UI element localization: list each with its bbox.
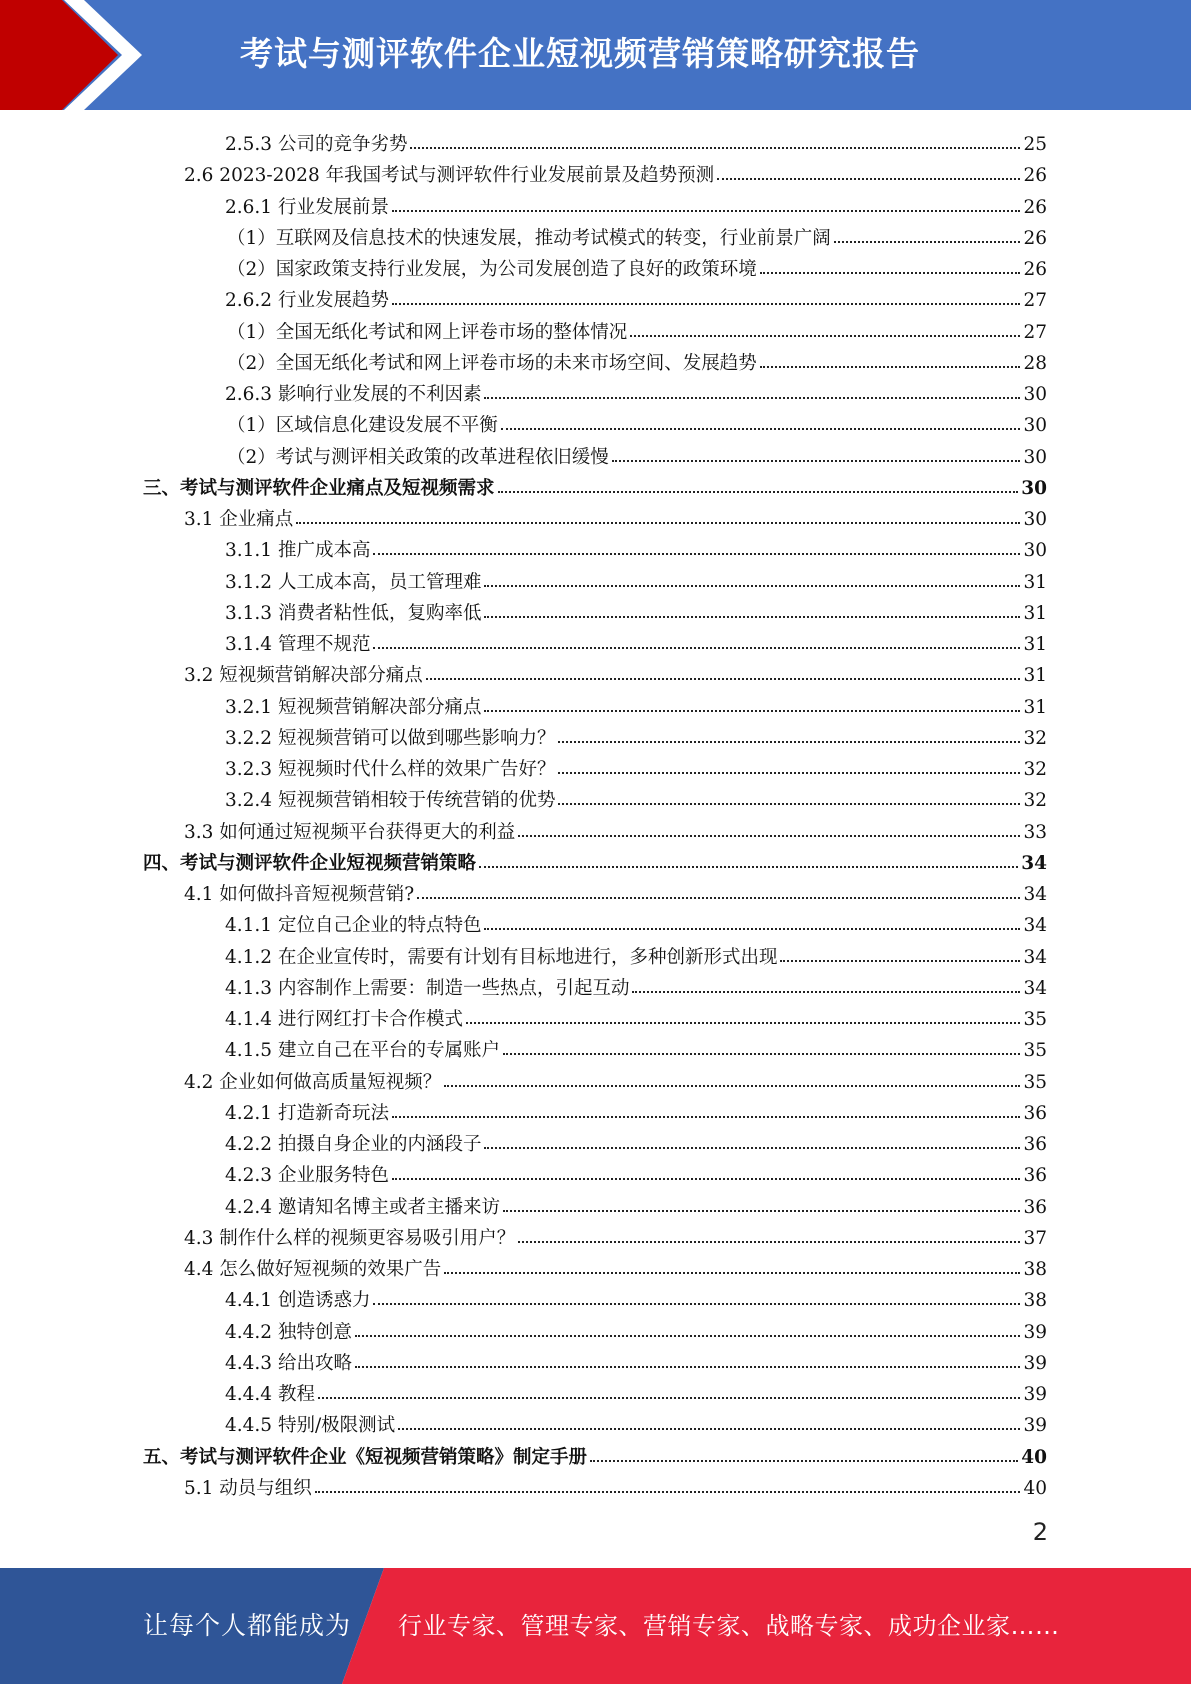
toc-entry-row[interactable] <box>225 972 1047 1003</box>
toc-entry-page-number: 34 <box>1021 852 1047 874</box>
toc-dot-leader <box>373 1283 1020 1305</box>
toc-entry-page-number: 36 <box>1023 1165 1047 1187</box>
toc-entry-label: 2.6 2023-2028 年我国考试与测评软件行业发展前景及趋势预测 <box>184 165 715 187</box>
toc-dot-leader <box>498 471 1019 493</box>
toc-dot-leader <box>484 908 1020 930</box>
toc-dot-leader <box>373 533 1020 555</box>
toc-entry-page-number: 25 <box>1023 134 1047 155</box>
toc-entry-row[interactable] <box>225 1128 1047 1159</box>
toc-dot-leader <box>426 658 1021 680</box>
toc-entry-page-number: 30 <box>1023 384 1047 405</box>
toc-entry-row[interactable] <box>225 1409 1047 1440</box>
toc-entry-row[interactable] <box>225 1097 1047 1128</box>
toc-entry-label: 4.4.4 教程 <box>225 1384 315 1405</box>
toc-entry-page-number: 34 <box>1023 915 1047 937</box>
toc-dot-leader <box>558 752 1020 774</box>
toc-entry-label: 3.3 如何通过短视频平台获得更大的利益 <box>184 821 516 843</box>
toc-entry-label: 4.4.3 给出攻略 <box>225 1352 352 1374</box>
toc-entry-page-number: 36 <box>1023 1102 1047 1124</box>
toc-entry-page-number: 36 <box>1023 1134 1047 1155</box>
toc-dot-leader <box>503 1190 1020 1212</box>
toc-entry-row[interactable] <box>227 347 1047 378</box>
toc-entry-label: 3.1.4 管理不规范 <box>225 634 371 655</box>
toc-entry-page-number: 39 <box>1023 1352 1047 1374</box>
toc-entry-row[interactable] <box>225 628 1047 659</box>
toc-dot-leader <box>315 1471 1021 1493</box>
toc-entry-row[interactable] <box>184 1222 1047 1253</box>
toc-entry-row[interactable] <box>184 878 1047 909</box>
toc-entry-label: 2.6.2 行业发展趋势 <box>225 290 389 312</box>
toc-entry-page-number: 30 <box>1023 540 1047 562</box>
toc-entry-row[interactable] <box>184 1472 1047 1503</box>
toc-entry-row[interactable] <box>225 597 1047 628</box>
toc-dot-leader <box>760 346 1021 368</box>
toc-entry-row[interactable] <box>227 409 1047 440</box>
toc-dot-leader <box>612 440 1021 462</box>
toc-entry-page-number: 37 <box>1023 1227 1047 1249</box>
toc-entry-label: 4.4.1 创造诱惑力 <box>225 1290 371 1312</box>
toc-entry-row[interactable] <box>225 1003 1047 1034</box>
toc-entry-label: 3.2 短视频营销解决部分痛点 <box>184 665 423 687</box>
toc-dot-leader <box>392 1096 1020 1118</box>
toc-entry-row[interactable] <box>225 1316 1047 1347</box>
toc-entry-row[interactable] <box>225 1284 1047 1315</box>
toc-entry-page-number: 32 <box>1023 790 1047 812</box>
toc-entry-page-number: 38 <box>1023 1259 1047 1280</box>
toc-entry-label: （2）国家政策支持行业发展，为公司发展创造了良好的政策环境 <box>227 259 757 280</box>
toc-dot-leader <box>558 783 1020 805</box>
toc-entry-label: （1）全国无纸化考试和网上评卷市场的整体情况 <box>227 321 628 343</box>
toc-entry-row[interactable] <box>225 378 1047 409</box>
toc-entry-label: 3.2.3 短视频时代什么样的效果广告好？ <box>225 759 556 780</box>
toc-entry-page-number: 39 <box>1023 1321 1047 1343</box>
toc-dot-leader <box>760 252 1021 274</box>
toc-dot-leader <box>410 127 1020 149</box>
toc-entry-page-number: 31 <box>1023 634 1047 655</box>
toc-entry-page-number: 30 <box>1021 477 1047 499</box>
toc-entry-page-number: 28 <box>1023 352 1047 374</box>
toc-entry-row[interactable] <box>184 159 1047 190</box>
toc-entry-page-number: 31 <box>1023 571 1047 593</box>
toc-dot-leader <box>484 377 1020 399</box>
toc-dot-leader <box>355 1315 1021 1337</box>
toc-entry-page-number: 32 <box>1023 759 1047 780</box>
toc-chapter-row[interactable] <box>143 847 1047 878</box>
toc-entry-page-number: 30 <box>1023 415 1047 437</box>
toc-dot-leader <box>632 971 1020 993</box>
toc-dot-leader <box>590 1440 1018 1462</box>
toc-dot-leader <box>501 408 1021 430</box>
toc-entry-label: 三、考试与测评软件企业痛点及短视频需求 <box>143 477 495 499</box>
toc-entry-label: 3.2.2 短视频营销可以做到哪些影响力？ <box>225 727 556 749</box>
toc-dot-leader <box>518 1221 1020 1243</box>
toc-dot-leader <box>444 1065 1020 1087</box>
toc-entry-label: 4.2.1 打造新奇玩法 <box>225 1102 389 1124</box>
toc-entry-row[interactable] <box>184 659 1047 690</box>
toc-entry-page-number: 35 <box>1023 1071 1047 1093</box>
toc-dot-leader <box>355 1346 1021 1368</box>
toc-entry-row[interactable] <box>225 566 1047 597</box>
toc-entry-label: 四、考试与测评软件企业短视频营销策略 <box>143 852 477 874</box>
toc-entry-row[interactable] <box>225 191 1047 222</box>
toc-entry-label: 5.1 动员与组织 <box>184 1477 312 1499</box>
toc-entry-label: 3.1 企业痛点 <box>184 509 294 530</box>
toc-entry-page-number: 30 <box>1023 446 1047 468</box>
toc-entry-page-number: 34 <box>1023 977 1047 999</box>
toc-entry-row[interactable] <box>225 1347 1047 1378</box>
toc-entry-page-number: 38 <box>1023 1290 1047 1312</box>
toc-entry-page-number: 33 <box>1023 821 1047 843</box>
toc-entry-row[interactable] <box>225 1034 1047 1065</box>
toc-entry-page-number: 26 <box>1023 227 1047 249</box>
toc-entry-page-number: 39 <box>1023 1415 1047 1437</box>
toc-entry-label: 2.5.3 公司的竞争劣势 <box>225 134 408 155</box>
toc-entry-page-number: 32 <box>1023 727 1047 749</box>
toc-entry-page-number: 30 <box>1023 509 1047 530</box>
toc-dot-leader <box>444 1252 1020 1274</box>
toc-entry-page-number: 39 <box>1023 1384 1047 1405</box>
toc-entry-row[interactable] <box>225 722 1047 753</box>
toc-dot-leader <box>296 502 1020 524</box>
toc-entry-label: 4.1.5 建立自己在平台的专属账户 <box>225 1040 500 1062</box>
toc-entry-label: 4.4.2 独特创意 <box>225 1321 352 1343</box>
toc-dot-leader <box>518 815 1020 837</box>
toc-entry-page-number: 35 <box>1023 1009 1047 1030</box>
toc-entry-row[interactable] <box>225 784 1047 815</box>
toc-entry-row[interactable] <box>225 534 1047 565</box>
toc-dot-leader <box>398 1408 1020 1430</box>
toc-entry-row[interactable] <box>184 1253 1047 1284</box>
toc-entry-row[interactable] <box>184 503 1047 534</box>
toc-entry-page-number: 26 <box>1023 196 1047 218</box>
toc-entry-row[interactable] <box>184 1066 1047 1097</box>
toc-entry-row[interactable] <box>225 1159 1047 1190</box>
toc-entry-label: 3.1.2 人工成本高，员工管理难 <box>225 571 482 593</box>
toc-entry-label: 4.1.3 内容制作上需要：制造一些热点，引起互动 <box>225 977 630 999</box>
toc-entry-page-number: 26 <box>1023 259 1047 280</box>
toc-dot-leader <box>479 846 1018 868</box>
header-arrow-decoration <box>0 0 160 110</box>
toc-entry-label: 3.1.3 消费者粘性低，复购率低 <box>225 602 482 624</box>
footer-slogan-right: 行业专家、管理专家、营销专家、战略专家、成功企业家…… <box>398 1612 1060 1640</box>
toc-dot-leader <box>392 283 1020 305</box>
toc-entry-label: （2）考试与测评相关政策的改革进程依旧缓慢 <box>227 446 609 468</box>
toc-entry-page-number: 36 <box>1023 1196 1047 1218</box>
toc-entry-label: 4.4.5 特别/极限测试 <box>225 1415 396 1437</box>
toc-dot-leader <box>503 1033 1020 1055</box>
page-number: 2 <box>1032 1518 1048 1546</box>
toc-entry-page-number: 34 <box>1023 884 1047 905</box>
toc-entry-label: 4.4 怎么做好短视频的效果广告 <box>184 1259 442 1280</box>
toc-dot-leader <box>630 315 1020 337</box>
toc-entry-row[interactable] <box>227 441 1047 472</box>
toc-dot-leader <box>417 877 1020 899</box>
toc-entry-row[interactable] <box>225 909 1047 940</box>
toc-entry-label: 3.2.1 短视频营销解决部分痛点 <box>225 696 482 718</box>
toc-entry-row[interactable] <box>227 222 1047 253</box>
toc-entry-label: 4.3 制作什么样的视频更容易吸引用户？ <box>184 1227 516 1249</box>
toc-entry-label: 3.2.4 短视频营销相较于传统营销的优势 <box>225 790 556 812</box>
toc-entry-row[interactable] <box>225 1191 1047 1222</box>
toc-entry-label: 4.2.3 企业服务特色 <box>225 1165 389 1187</box>
toc-entry-page-number: 27 <box>1023 290 1047 312</box>
toc-entry-row[interactable] <box>225 941 1047 972</box>
toc-dot-leader <box>466 1002 1020 1024</box>
toc-entry-page-number: 31 <box>1023 696 1047 718</box>
toc-dot-leader <box>484 596 1020 618</box>
toc-entry-label: （2）全国无纸化考试和网上评卷市场的未来市场空间、发展趋势 <box>227 352 757 374</box>
toc-entry-page-number: 27 <box>1023 321 1047 343</box>
toc-entry-label: 4.1.2 在企业宣传时，需要有计划有目标地进行，多种创新形式出现 <box>225 946 778 968</box>
toc-entry-row[interactable] <box>227 253 1047 284</box>
toc-dot-leader <box>834 221 1021 243</box>
footer-slogan-left: 让每个人都能成为 <box>143 1611 352 1640</box>
toc-entry-label: 2.6.3 影响行业发展的不利因素 <box>225 384 482 405</box>
toc-entry-row[interactable] <box>225 691 1047 722</box>
toc-entry-row[interactable] <box>227 316 1047 347</box>
toc-entry-label: 2.6.1 行业发展前景 <box>225 196 389 218</box>
toc-dot-leader <box>392 190 1020 212</box>
toc-dot-leader <box>717 158 1020 180</box>
toc-dot-leader <box>558 721 1020 743</box>
toc-entry-row[interactable] <box>225 1378 1047 1409</box>
toc-chapter-row[interactable] <box>143 472 1047 503</box>
toc-entry-row[interactable] <box>184 816 1047 847</box>
toc-entry-label: （1）区域信息化建设发展不平衡 <box>227 415 498 437</box>
toc-entry-page-number: 26 <box>1023 165 1047 187</box>
toc-dot-leader <box>318 1377 1021 1399</box>
toc-entry-label: （1）互联网及信息技术的快速发展，推动考试模式的转变，行业前景广阔 <box>227 227 831 249</box>
toc-entry-label: 3.1.1 推广成本高 <box>225 540 371 562</box>
toc-dot-leader <box>484 690 1020 712</box>
toc-chapter-row[interactable] <box>143 1441 1047 1472</box>
toc-dot-leader <box>373 627 1020 649</box>
toc-entry-label: 4.1.4 进行网红打卡合作模式 <box>225 1009 463 1030</box>
toc-entry-label: 4.2.4 邀请知名博主或者主播来访 <box>225 1196 500 1218</box>
page-footer <box>0 1568 1191 1684</box>
toc-entry-label: 4.2 企业如何做高质量短视频？ <box>184 1071 442 1093</box>
page-header <box>0 0 1191 110</box>
toc-entry-label: 4.2.2 拍摄自身企业的内涵段子 <box>225 1134 482 1155</box>
toc-entry-page-number: 31 <box>1023 665 1047 687</box>
toc-entry-page-number: 35 <box>1023 1040 1047 1062</box>
toc-entry-row[interactable] <box>225 128 1047 159</box>
toc-dot-leader <box>392 1158 1020 1180</box>
report-title: 考试与测评软件企业短视频营销策略研究报告 <box>240 34 920 73</box>
toc-entry-page-number: 34 <box>1023 946 1047 968</box>
toc-dot-leader <box>780 940 1020 962</box>
toc-entry-page-number: 40 <box>1023 1477 1047 1499</box>
toc-dot-leader <box>484 565 1020 587</box>
toc-entry-row[interactable] <box>225 753 1047 784</box>
toc-entry-label: 4.1 如何做抖音短视频营销? <box>184 884 415 905</box>
toc-entry-row[interactable] <box>225 284 1047 315</box>
toc-entry-label: 五、考试与测评软件企业《短视频营销策略》制定手册 <box>143 1446 588 1468</box>
toc-dot-leader <box>484 1127 1020 1149</box>
toc-entry-page-number: 40 <box>1021 1446 1047 1468</box>
toc-entry-page-number: 31 <box>1023 602 1047 624</box>
toc-entry-label: 4.1.1 定位自己企业的特点特色 <box>225 915 482 937</box>
